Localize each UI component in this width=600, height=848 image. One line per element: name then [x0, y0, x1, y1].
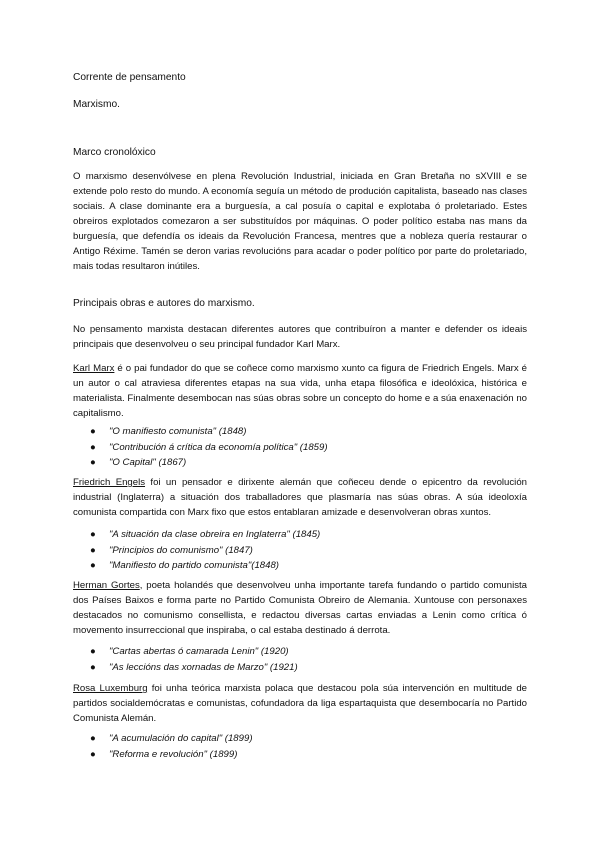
works-list-luxemburg [73, 731, 253, 762]
corrente-value: Marxismo. [73, 99, 120, 110]
works-list-marx [73, 424, 328, 471]
works-list-gortes [73, 644, 298, 675]
author-text: , poeta holandés que desenvolveu unha importante tarefa fundando o partido comunista dos Países Baixos e forma parte no Partido Comunista Obreiro de Alemania. Xuntouse con personaxes destacados no comunismo consellista, e redactou diversas cartas enviadas a Lenin como crítica ó movemento insurreccional que inspiraba, o cal estaba destinado á derrota. [73, 580, 527, 636]
list-item: ● "Manifiesto do partido comunista"(1848) [73, 558, 320, 574]
author-text: foi un pensador e dirixente alemán que coñeceu dende o epicentro da revolución industrial (Inglaterra) a situación dos traballadores que plasmaría nas súas obras. A súa ideoloxía comunista compartida con Marx fixo que estos entablaran amizade e desenvolveran obras xuntos. [73, 477, 527, 518]
author-paragraph-engels [73, 475, 527, 520]
author-paragraph-luxemburg [73, 681, 527, 726]
list-item: ● "O manifiesto comunista" (1848) [73, 424, 328, 440]
bullet-icon: ● [90, 457, 96, 468]
author-name: Karl Marx [73, 363, 115, 374]
bullet-icon: ● [90, 646, 96, 657]
author-name: Rosa Luxemburg [73, 683, 148, 694]
works-list-engels [73, 527, 320, 574]
list-item: ● "A situación da clase obreira en Inglaterra" (1845) [73, 527, 320, 543]
list-item: ● "As leccións das xornadas de Marzo" (1921) [73, 660, 298, 676]
bullet-icon: ● [90, 733, 96, 744]
heading-obras: Principais obras e autores do marxismo. [73, 298, 255, 309]
intro-paragraph: No pensamento marxista destacan diferentes autores que contribuíron a manter e defender os ideais principais que desenvolveu o seu principal fundador Karl Marx. [73, 324, 527, 350]
author-paragraph-gortes [73, 578, 527, 638]
bullet-icon: ● [90, 661, 96, 673]
list-item: ● "A acumulación do capital" (1899) [73, 731, 253, 747]
author-paragraph-marx [73, 361, 527, 421]
heading-marco: Marco cronolóxico [73, 147, 156, 158]
author-text: é o pai fundador do que se coñece como marxismo xunto ca figura de Friedrich Engels. Marx é un autor o cal atraviesa diferentes etapas na sua vida, unha etapa filosófica e ideolóxica, histórica e materialista. Finalmente desembocan nas súas obras sobre un concepto do home e a súa enaxenación no capitalismo. [73, 363, 528, 419]
list-item: ● "O Capital" (1867) [73, 455, 328, 471]
author-name: Herman Gortes [73, 580, 140, 591]
bullet-icon: ● [90, 560, 96, 571]
author-name: Friedrich Engels [73, 477, 146, 488]
author-text: foi unha teórica marxista polaca que destacou pola súa intervención en multitude de partidos socialdemócratas e comunistas, cofundadora da liga espartaquista que desembocaría no Partido Comunista Alemán. [73, 683, 527, 724]
list-item: ● "Cartas abertas ó camarada Lenin" (1920) [73, 644, 298, 660]
bullet-icon: ● [90, 544, 96, 556]
bullet-icon: ● [90, 441, 96, 453]
list-item: ● "Reforma e revolución" (1899) [73, 747, 253, 763]
bullet-icon: ● [90, 529, 96, 540]
list-item: ● "Principios do comunismo" (1847) [73, 543, 320, 559]
bullet-icon: ● [90, 426, 96, 437]
list-item: ● "Contribución á crítica da economía política" (1859) [73, 440, 328, 456]
heading-corrente: Corrente de pensamento [73, 72, 186, 83]
bullet-icon: ● [90, 748, 96, 760]
marco-paragraph: O marxismo desenvólvese en plena Revolución Industrial, iniciada en Gran Bretaña no sXVIII e se extende polo resto do mundo. A economía seguía un método de produción capitalista, baseado nas clases sociais. A clase dominante era a burguesía, a cal posuía o capital e explotaba ó proletariado. Estes obreiros explotados comezaron a ser substituídos por máquinas. O poder político estaba nas mans da burguesía, que defendía os ideais da Revolución Francesa, mentres que a nobleza quería restaurar o Antigo Réxime. Tamén se deron varias revolucións para acadar o poder político por parte do proletariado, mais todas resultaron inútiles. [73, 171, 527, 272]
